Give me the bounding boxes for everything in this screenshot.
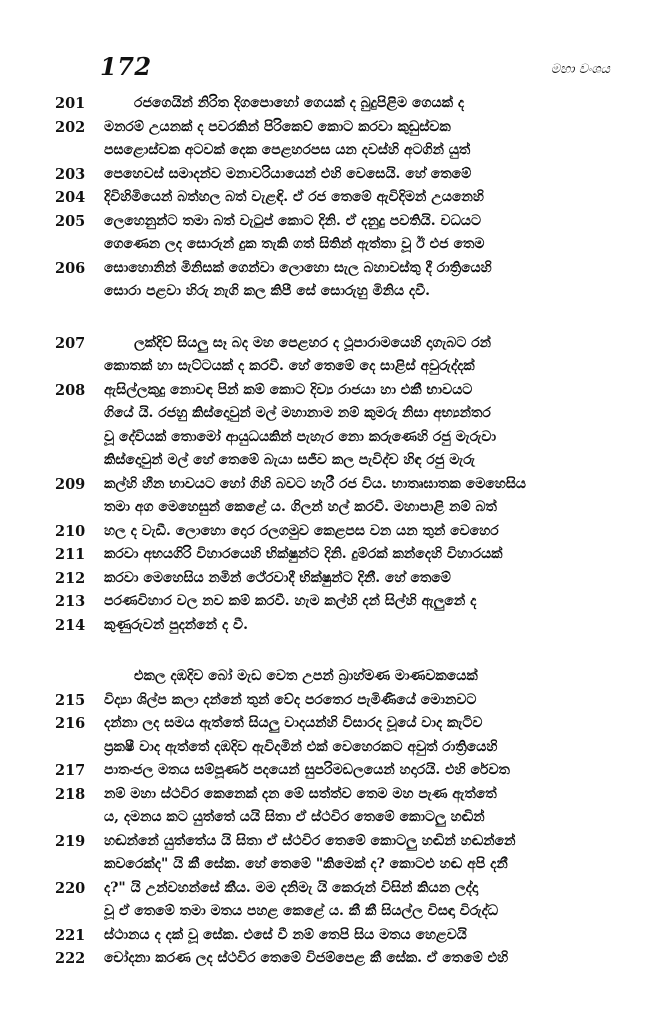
verse-number: 211 [55, 546, 86, 563]
text-line [0, 520, 652, 544]
text-line [0, 355, 652, 379]
line-text: වූ දේවියක් තොමෝ ආයුධයකින් පැහැර නො කරුණෙහි රජු මැරුවා [104, 428, 497, 445]
text-line [0, 567, 652, 591]
verse-number: 203 [55, 165, 86, 183]
text-line [0, 257, 652, 281]
text-line [0, 473, 652, 497]
verse-number: 219 [55, 832, 86, 850]
line-text: ය, දමනය කට යුත්තේ යයි සිතා ඒ ස්ථවිර තෙමේ කොටලු හඬින් [104, 809, 485, 825]
line-text: ඇසිල්ලකුදු නොවඳ පින් කම් කොට දිව්‍ය රාජයා හා එකී භාවයට [104, 381, 473, 398]
text-line [0, 332, 652, 356]
line-text: කිස්දොවුන් මල් හේ තෙමේ බැයා සජීව කල පැවිද්ව හිඳ රජු මැරු [104, 452, 475, 468]
verse-number: 202 [55, 118, 86, 136]
line-text: කවරෙක්ද" යි කී සේක. හේ තෙමේ "කිමෙක් ද? කොටළු හඬ අපි දනී [104, 856, 508, 872]
text-line [0, 449, 652, 473]
text-line [0, 900, 652, 924]
verse-number: 216 [55, 715, 86, 732]
text-line [0, 280, 652, 304]
line-text: විද්‍යා ශිල්ප කලා දන්නේ තුන් වේද පරතෙර පැමිණියේ මොනවට [104, 691, 477, 708]
text-line [0, 92, 652, 116]
paragraph-gap [0, 637, 652, 665]
line-text: හල ද වැඩී. ලොහො දොර රලගමුව කෙළපස වන යන තුන් වෙහෙර [104, 522, 499, 539]
text-line [0, 210, 652, 234]
line-text: දිවිහිමියෙන් බත්හල බත් වැළඳි. ඒ රජ තෙමේ ඇවිදිමන් උයනෙහි [104, 189, 484, 205]
text-line [0, 186, 652, 210]
verse-number: 210 [55, 522, 86, 540]
line-text: සොහොනින් මිනිසක් ගෙන්වා ලොහො සැල බහාවස්තු දී රාත්‍රියෙහි [104, 259, 492, 276]
text-line [0, 924, 652, 948]
line-text: පසළොස්වක අටවක් දෙක පෙළහරපස යන දවස්හි අටගින් යුත් [104, 142, 471, 158]
line-text: කොතක් හා සැට්ටයක් ද කරවී. හේ තෙමේ දෙ සාළිස් අවුරුද්දක් [104, 358, 475, 374]
line-text: රජගෙයින් නිරිත දිගපොහෝ ගෙයක් ද බුදුපිළිම ගෙයක් ද [134, 95, 465, 111]
text-line [0, 712, 652, 736]
verse-number: 220 [55, 879, 86, 897]
line-text: පරණවිහාර වල නව කම් කරවී. හැම කල්හි දන් සිල්හි ඇලුනේ ද [104, 593, 477, 609]
text-line [0, 543, 652, 567]
line-text: කරවා මෙහෙසිය නමින් ථේරවාදී භික්ෂුන්ට දිනී. හේ තෙමේ [104, 569, 451, 586]
text-line [0, 830, 652, 854]
verse-number: 206 [55, 259, 86, 277]
text-line [0, 402, 652, 426]
line-text: ස්ථානය ද දක් වූ සේක. එසේ වී නම් තෙපි සිය මතය හෙළවයි [104, 926, 467, 943]
paragraph [0, 332, 652, 638]
text-line [0, 590, 652, 614]
text-line [0, 139, 652, 163]
paragraph [0, 92, 652, 304]
text-line [0, 665, 652, 689]
verse-number: 214 [55, 616, 86, 634]
line-text: ද?" යි උන්වහන්සේ කීය. මම දනිමැ යි කෙරුන් විසින් කියන ලද්දා [104, 879, 479, 896]
line-text: එකල දඹදිව බෝ මැඩ වෙත උපන් බ්‍රාහ්මණ මාණවකයෙක් [134, 668, 478, 684]
line-text: සොරා පළවා හිරු නැගි කල කිපී සේ සොරුහු මිනිය දවී. [104, 283, 431, 299]
verse-number: 222 [55, 950, 86, 967]
line-text: ලක්දිව් සියලු සෑ බද මහ පෙළහර ද ථූපාරාමයෙහි දාගැබට රන් [134, 334, 492, 351]
text-line [0, 379, 652, 403]
line-text: කරවා අභයගිරි විහාරයෙහි භික්ෂුන්ට දිනි. දුම්රක් කන්දෙහි විහාරයක් [104, 546, 503, 562]
text-line [0, 496, 652, 520]
verse-number: 204 [55, 189, 86, 206]
verse-number: 209 [55, 475, 86, 493]
verse-number: 213 [55, 593, 86, 610]
verse-number: 207 [55, 334, 86, 352]
text-line [0, 759, 652, 783]
text-line [0, 426, 652, 450]
text-line [0, 233, 652, 257]
line-text: පෙහෙවස් සමාදන්ව මනාවරියායෙන් එහි වෙසෙයි. හේ තෙමේ [104, 165, 472, 182]
text-line [0, 163, 652, 187]
text-line [0, 806, 652, 830]
verse-number: 217 [55, 762, 86, 779]
line-text: ගෙණෙන ලද සොරුන් දුක තැකි ගත් සිතින් ඇත්තා වූ ඊ එජ තෙම [104, 236, 485, 252]
text-line [0, 853, 652, 877]
verse-number: 212 [55, 569, 86, 587]
line-text: ප්‍රකෂී වාද ඇත්තේ දඹදිව ඇවිදමින් එක් වෙහෙරකට අවුත් රාත්‍රියෙහි [104, 738, 498, 755]
line-text: මනරම් උයනක් ද පවරකින් පිරිකෙව් කොට කරවා කුඩුස්වක [104, 118, 451, 135]
line-text: නම් මහා ස්ථවිර කෙනෙක් දන මේ සත්ත්ව තෙම මහ පැණ ඇත්තේ [104, 785, 497, 802]
line-text: කල්හි හීන භාවයට හෝ ගිහි බවට හැරී රජ විය. භාතෘඝාතක මෙහෙසිය [104, 475, 526, 492]
line-text: චෝදනා කරණ ලද ස්ථවිර තෙමේ විජම්පෙළ කී සේක. ඒ තෙමේ එහි [104, 950, 509, 966]
verse-number: 218 [55, 785, 86, 803]
paragraph [0, 665, 652, 971]
line-text: දන්නා ලද සමය ඇත්තේ සියලු වාදයන්හි විසාරද වූයේ වාද කැටිව [104, 715, 483, 731]
text-line [0, 783, 652, 807]
verse-number: 205 [55, 212, 86, 230]
page-header [0, 52, 652, 82]
text-line [0, 877, 652, 901]
running-title: මහා වංශය [550, 62, 610, 77]
text-line [0, 736, 652, 760]
line-text: ගියේ යි. රජහු කිස්දොවුන් මල් මහානාම නම් කුමරු නිසා අභ්‍යන්තර [104, 405, 491, 421]
line-text: වූ ඒ තෙමේ තමා මතය පහළ කෙළේ ය. කී කී සියල්ල විසඳා විරුද්ධ [104, 903, 499, 919]
verse-number: 201 [55, 95, 86, 112]
line-text: පාතංජල මතය සම්පූර්ණ පදයෙන් සුපරිමඩලයෙන් හදාරයි. එහි රේවත [104, 762, 510, 778]
page-number: 172 [100, 52, 152, 81]
verse-number: 221 [55, 926, 86, 944]
page-body [0, 92, 652, 971]
text-line [0, 689, 652, 713]
line-text: තමා අග මෙහෙසුන් කෙළේ ය. ගිලන් හල් කරවී. මහාපාළි නම් බත් [104, 499, 497, 515]
text-line [0, 116, 652, 140]
line-text: කුණුරුවන් පුදන්නේ ද වී. [104, 616, 248, 633]
text-line [0, 614, 652, 638]
verse-number: 215 [55, 691, 86, 709]
paragraph-gap [0, 304, 652, 332]
line-text: හඬන්නේ යුත්තේය යි සිතා ඒ ස්ථවිර තෙමේ කොටලු හඬින් හඬන්නේ [104, 832, 516, 849]
line-text: ලෙහෙනුන්ට තමා බත් වැටුප් කොට දිනි. ඒ දනුදු පවතියි. වධයට [104, 212, 482, 229]
verse-number: 208 [55, 381, 86, 399]
text-line [0, 947, 652, 971]
